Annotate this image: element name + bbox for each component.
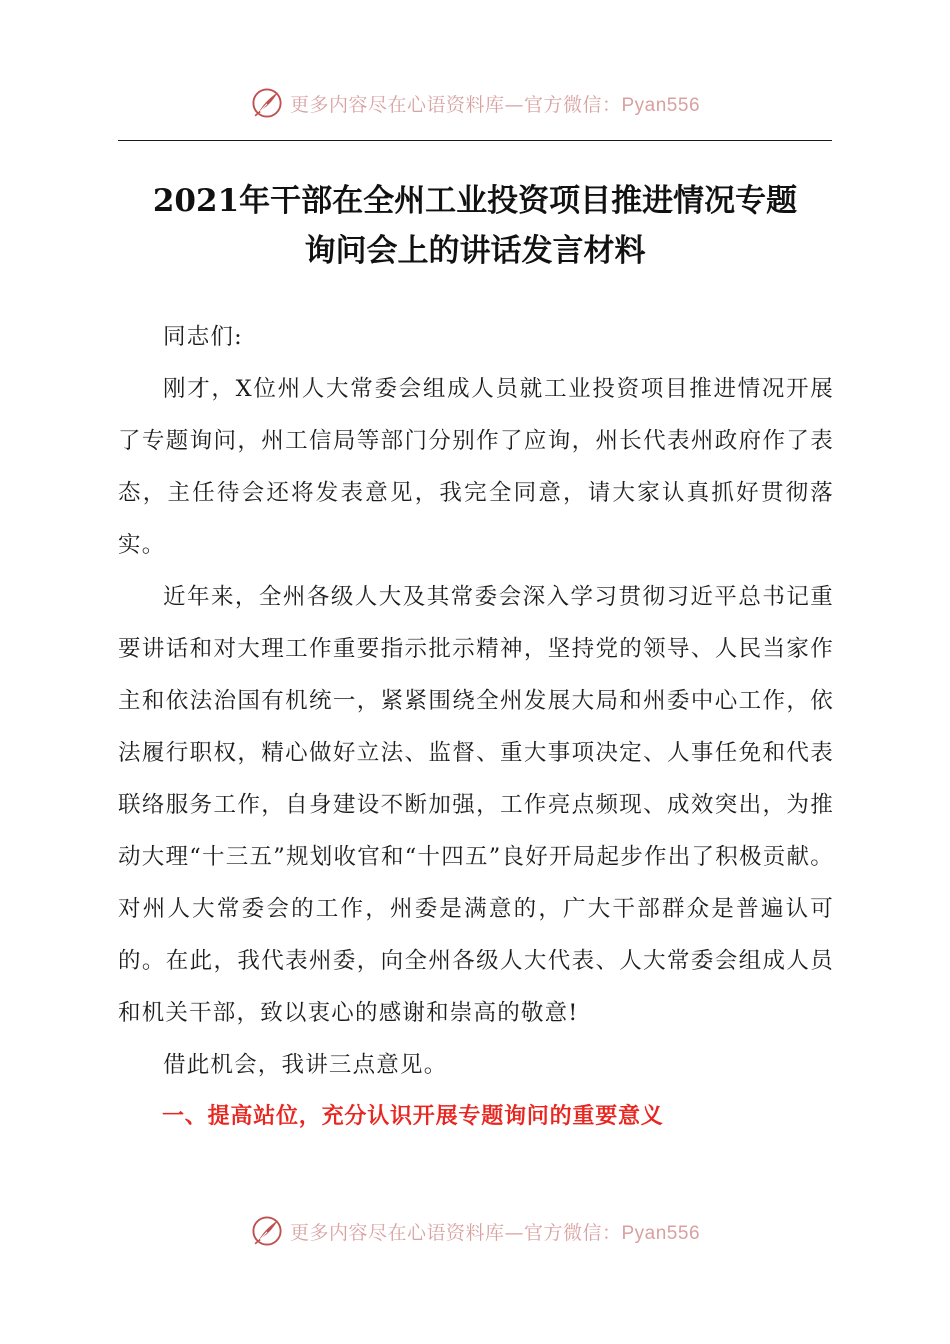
quill-logo-icon: [250, 86, 284, 120]
title-line-2: 询问会上的讲话发言材料: [304, 233, 646, 269]
document-body: [118, 311, 834, 1143]
document-title: [100, 176, 850, 276]
footer-brand-text: [290, 1218, 700, 1245]
footer-brand: [250, 1214, 700, 1248]
header-brand: [250, 86, 700, 120]
header-brand-id: Pyan556: [621, 94, 701, 116]
page-header: [0, 78, 950, 128]
header-brand-text: [290, 90, 700, 117]
footer-brand-id: Pyan556: [621, 1222, 701, 1244]
paragraph-3: 借此机会，我讲三点意见。: [163, 1052, 448, 1078]
header-divider: [118, 140, 832, 141]
paragraph-2: 近年来，全州各级人大及其常委会深入学习贯彻习近平总书记重要讲话和对大理工作重要指示批示精神，坚持党的领导、人民当家作主和依法治国有机统一，紧紧围绕全州发展大局和州委中心工作，依法履行职权，精心做好立法、监督、重大事项决定、人事任免和代表联络服务工作，自身建设不断加强，工作亮点频现、成效突出，为推动大理“十三五”规划收官和“十四五”良好开局起步作出了积极贡献。对州人大常委会的工作，州委是满意的，广大干部群众是普遍认可的。在此，我代表州委，向全州各级人大代表、人大常委会组成人员和机关干部，致以衷心的感谢和崇高的敬意!: [118, 584, 834, 1026]
section-heading-1: 一、提高站位，充分认识开展专题询问的重要意义: [162, 1104, 664, 1129]
title-line-1: 2021年干部在全州工业投资项目推进情况专题: [152, 183, 798, 219]
salutation: 同志们:: [163, 324, 243, 350]
paragraph-1: 刚才，X位州人大常委会组成人员就工业投资项目推进情况开展了专题询问，州工信局等部门分别作了应询，州长代表州政府作了表态，主任待会还将发表意见，我完全同意，请大家认真抓好贯彻落实。: [118, 376, 834, 558]
header-brand-cn: 更多内容尽在心语资料库—官方微信：: [289, 93, 622, 116]
quill-logo-icon: [250, 1214, 284, 1248]
page-footer: [0, 1206, 950, 1256]
footer-brand-cn: 更多内容尽在心语资料库—官方微信：: [289, 1221, 622, 1244]
